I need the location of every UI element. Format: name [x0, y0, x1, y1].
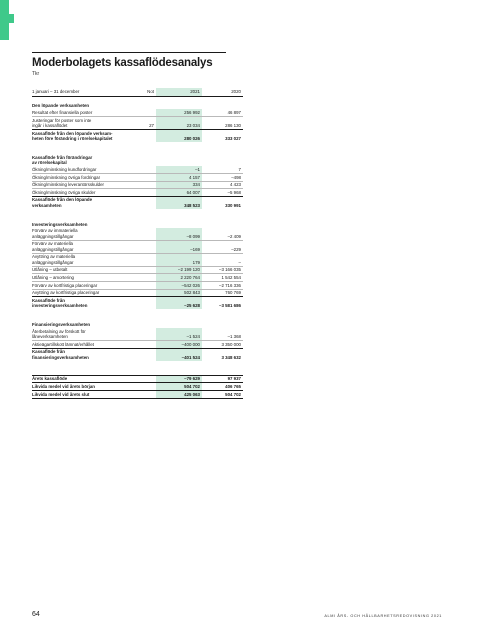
- row-label: Aktieägartillskott lämnat/erhållet: [32, 341, 144, 349]
- value-2020: –1 368: [227, 334, 241, 340]
- row-label: Resultat efter finansiella poster: [32, 110, 93, 115]
- section-heading-row: [32, 149, 243, 166]
- row-label: Avyttring av materiella anläggningstillgångar: [32, 253, 144, 266]
- note-ref: [144, 196, 156, 209]
- value-2020: –: [202, 253, 243, 266]
- value-2020: –3 581 686: [202, 297, 243, 310]
- table-row: [32, 281, 243, 289]
- note-ref: [144, 240, 156, 253]
- subtotal-row: [32, 130, 243, 143]
- row-label: Förvärv av immateriella anläggningstillgångar: [32, 228, 78, 239]
- row-label: Kassaflöde från finansieringsverksamheten: [32, 348, 144, 361]
- value-2020: –2 409: [227, 233, 241, 239]
- footer-text: ALMI ÅRS- OCH HÅLLBARHETSREDOVISNING 2021: [324, 614, 442, 618]
- table-row: [32, 240, 243, 253]
- spacer-cell: [156, 309, 202, 316]
- row-label: Likvida medel vid årets början: [32, 383, 144, 391]
- value-2021: 504 702: [156, 383, 202, 391]
- spacer-cell: [144, 361, 156, 368]
- table-body: [32, 97, 243, 398]
- value-2020: –5 968: [202, 189, 243, 197]
- unit-label: Tkr: [32, 71, 40, 77]
- spacer-cell: [32, 209, 144, 216]
- table-row: [32, 328, 243, 341]
- value-2020: 333 027: [202, 130, 243, 143]
- value-2021: –400 000: [156, 341, 202, 349]
- table-row: [32, 174, 243, 182]
- table-row: [32, 253, 243, 266]
- note-ref: [144, 181, 156, 189]
- note-ref: [144, 281, 156, 289]
- section-heading: Den löpande verksamheten: [32, 103, 90, 109]
- value-2021: 348 523: [156, 196, 202, 209]
- brand-corner-mark: [0, 0, 14, 40]
- note-ref: [144, 228, 156, 241]
- note-ref: [144, 390, 156, 398]
- row-label: Ökning/minskning kundfordringar: [32, 167, 97, 172]
- value-2021: –8 099: [156, 228, 202, 241]
- note-ref: [144, 109, 156, 116]
- value-2021: 256 992: [156, 109, 202, 116]
- row-label: Ökning/minskning leverantörsskulder: [32, 181, 144, 189]
- table-row: [32, 274, 243, 282]
- page-number: 64: [32, 611, 40, 618]
- value-2021: 2 220 764: [156, 274, 202, 282]
- note-ref: [144, 274, 156, 282]
- value-2020: 406 765: [202, 383, 243, 391]
- value-2020: 330 991: [202, 196, 243, 209]
- note-ref: [144, 130, 156, 143]
- value-2020: 504 702: [202, 390, 243, 398]
- spacer-cell: [32, 361, 144, 368]
- value-2020: 286 130: [202, 117, 243, 130]
- spacer-cell: [144, 209, 156, 216]
- empty-cell: [156, 97, 202, 110]
- note-ref: [144, 341, 156, 349]
- row-label: Utlåning – utbetalt: [32, 266, 144, 274]
- spacer-row: [32, 209, 243, 216]
- spacer-cell: [202, 361, 243, 368]
- cash-flow-table-wrap: [32, 88, 243, 399]
- value-2021: 64 007: [156, 189, 202, 197]
- spacer-cell: [156, 142, 202, 149]
- spacer-cell: [144, 142, 156, 149]
- value-2020: 1 542 554: [202, 274, 243, 282]
- table-row: [32, 266, 243, 274]
- row-label: Kassaflöde från den löpande verksamheten: [32, 196, 144, 209]
- row-label: Utlåning – amortering: [32, 274, 144, 282]
- value-2020: 46 897: [227, 110, 241, 115]
- spacer-cell: [156, 368, 202, 376]
- empty-cell: [156, 149, 202, 166]
- spacer-row: [32, 361, 243, 368]
- spacer-row: [32, 309, 243, 316]
- value-2021: –79 629: [156, 375, 202, 383]
- value-2021: –169: [156, 240, 202, 253]
- row-label: Årets kassaflöde: [32, 375, 144, 383]
- section-heading-row: [32, 216, 243, 228]
- empty-cell: [202, 149, 243, 166]
- note-ref: [144, 253, 156, 266]
- value-2020: 3 348 632: [202, 348, 243, 361]
- value-2021: –401 524: [156, 348, 202, 361]
- subtotal-row: [32, 196, 243, 209]
- spacer-cell: [202, 142, 243, 149]
- row-label: Förvärv av kortfristiga placeringar: [32, 281, 144, 289]
- value-2021: 502 843: [156, 289, 202, 297]
- spacer-cell: [144, 309, 156, 316]
- spacer-cell: [32, 368, 144, 376]
- subtotal-row: [32, 348, 243, 361]
- value-2020: 3 350 000: [202, 341, 243, 349]
- row-label: Likvida medel vid årets slut: [32, 390, 144, 398]
- value-2020: 7: [238, 167, 241, 172]
- value-2021: –2 199 120: [156, 266, 202, 274]
- table-header-row: [32, 88, 243, 97]
- note-ref: 27: [144, 117, 156, 130]
- note-ref: [144, 348, 156, 361]
- value-2021: –25 628: [156, 297, 202, 310]
- table-row: [32, 189, 243, 197]
- table-row: [32, 109, 243, 116]
- row-label: Ökning/minskning övriga skulder: [32, 189, 144, 197]
- spacer-cell: [202, 209, 243, 216]
- table-row: [32, 289, 243, 297]
- value-2021: 425 063: [156, 390, 202, 398]
- section-heading: Kassaflöde från förändringar av rörelsekapital: [32, 155, 93, 166]
- note-ref: [144, 166, 156, 173]
- value-2021: –1: [156, 166, 202, 173]
- note-ref: [144, 383, 156, 391]
- row-label: Avyttring av kortfristiga placeringar: [32, 289, 144, 297]
- spacer-row: [32, 142, 243, 149]
- section-heading: Finansieringsverksamheten: [32, 322, 91, 328]
- spacer-cell: [32, 309, 144, 316]
- row-label: Återbetalning av förskott för låneverksamheten: [32, 328, 86, 340]
- row-label: Kassaflöde från den löpande verksam- heten före förändring i rörelsekapitalet: [32, 130, 144, 143]
- value-2020: 760 769: [202, 289, 243, 297]
- title-rule: [32, 52, 226, 53]
- note-ref: [144, 266, 156, 274]
- value-2020: –498: [202, 174, 243, 182]
- table-row: [32, 228, 243, 241]
- value-2020: 97 937: [202, 375, 243, 383]
- year-2021-header: 2021: [156, 88, 202, 97]
- table-row: [32, 341, 243, 349]
- section-heading-row: [32, 97, 243, 110]
- total-row: [32, 383, 243, 391]
- year-2020-header: 2020: [202, 88, 243, 97]
- total-row: [32, 390, 243, 398]
- note-ref: [144, 189, 156, 197]
- section-heading: Investeringsverksamheten: [32, 221, 88, 227]
- row-label: Förvärv av materiella anläggningstillgångar: [32, 240, 144, 253]
- spacer-cell: [156, 361, 202, 368]
- spacer-cell: [144, 368, 156, 376]
- value-2021: –542 026: [156, 281, 202, 289]
- note-ref: [144, 375, 156, 383]
- empty-cell: [156, 216, 202, 228]
- spacer-cell: [156, 209, 202, 216]
- value-2020: –2 716 336: [202, 281, 243, 289]
- section-heading-row: [32, 316, 243, 328]
- subtotal-row: [32, 297, 243, 310]
- value-2021: 334: [156, 181, 202, 189]
- table-row: [32, 181, 243, 189]
- spacer-row: [32, 368, 243, 376]
- empty-cell: [202, 216, 243, 228]
- note-ref: [144, 289, 156, 297]
- empty-cell: [156, 316, 202, 328]
- spacer-cell: [32, 142, 144, 149]
- value-2021: 4 157: [156, 174, 202, 182]
- value-2020: –229: [202, 240, 243, 253]
- row-label: Justeringar för poster som inte ingår i kassaflödet: [32, 117, 144, 130]
- empty-cell: [202, 97, 243, 110]
- page-title: Moderbolagets kassaflödesanalys: [32, 57, 213, 69]
- row-label: Ökning/minskning övriga fordringar: [32, 174, 144, 182]
- period-header: 1 januari – 31 december: [32, 88, 144, 97]
- value-2021: 23 034: [156, 117, 202, 130]
- value-2021: –1 524: [156, 328, 202, 341]
- table-row: [32, 117, 243, 130]
- spacer-cell: [202, 368, 243, 376]
- value-2021: 179: [156, 253, 202, 266]
- note-header: Not: [144, 88, 156, 97]
- total-row: [32, 375, 243, 383]
- note-ref: [144, 328, 156, 341]
- value-2020: 4 423: [202, 181, 243, 189]
- spacer-cell: [202, 309, 243, 316]
- cash-flow-table: [32, 88, 243, 399]
- table-row: [32, 166, 243, 173]
- row-label: Kassaflöde från investeringsverksamheten: [32, 297, 144, 310]
- note-ref: [144, 174, 156, 182]
- note-ref: [144, 297, 156, 310]
- value-2020: –3 166 035: [202, 266, 243, 274]
- empty-cell: [202, 316, 243, 328]
- value-2021: 280 026: [156, 130, 202, 143]
